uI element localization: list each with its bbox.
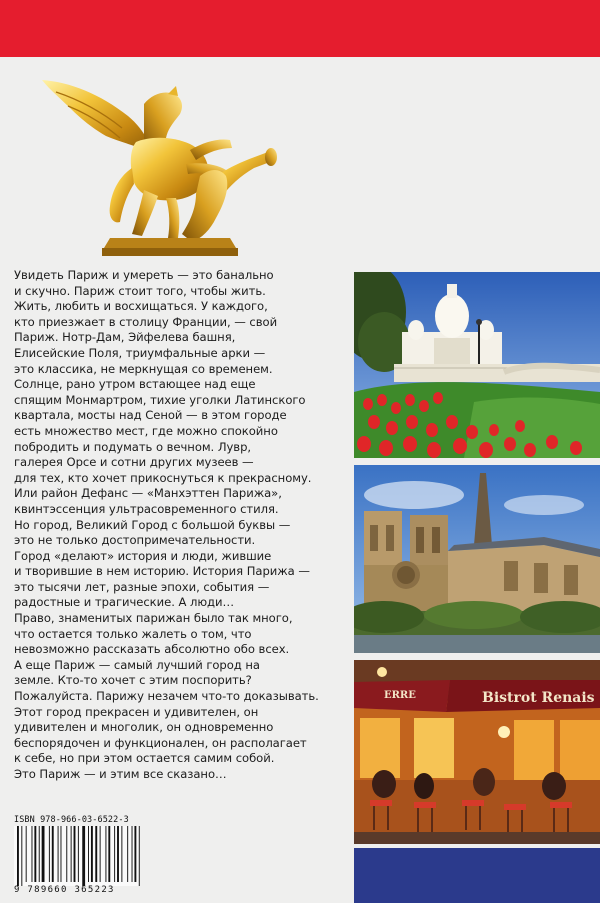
bistrot-cafe-photo <box>354 660 600 844</box>
text-line: для тех, кто хочет прикоснуться к прекрасному. <box>14 470 312 485</box>
text-line: земле. Кто-то хочет с этим поспорить? <box>14 673 252 688</box>
text-line: Париж. Нотр-Дам, Эйфелева башня, <box>14 330 236 345</box>
barcode-bar <box>78 826 79 882</box>
barcode-bar <box>91 826 93 882</box>
barcode-bar <box>117 826 119 882</box>
barcode-number: 9 789660 365223 <box>14 885 115 895</box>
text-line: невозможно рассказать абсолютно обо всех. <box>14 642 290 657</box>
text-line: побродить и подумать о вечном. Лувр, <box>14 439 252 454</box>
text-line: к себе, но при этом остается самим собой. <box>14 751 275 766</box>
text-line: Пожалуйста. Парижу незачем что-то доказывать. <box>14 689 319 704</box>
text-line: Это Париж — и этим все сказано… <box>14 767 227 781</box>
text-line: и творившие в нем историю. История Парижа — <box>14 564 310 579</box>
barcode-bar <box>66 826 67 882</box>
barcode-bar <box>49 826 50 882</box>
barcode-bar <box>139 826 140 886</box>
back-cover-description <box>14 268 352 783</box>
barcode-bar <box>88 826 89 882</box>
barcode-bar <box>134 826 136 882</box>
barcode-bar <box>114 826 115 882</box>
barcode-bar <box>108 826 110 882</box>
text-line: квартала, мосты над Сеной — в этом городе <box>14 408 287 423</box>
text-line: удивителен и многолик, он одновременно <box>14 720 274 735</box>
text-line: Солнце, рано утром встающее над еще <box>14 377 256 392</box>
red-flag-band <box>0 0 600 57</box>
barcode-bar <box>61 826 62 882</box>
barcode-bar <box>39 826 40 882</box>
barcode-bar <box>17 826 19 886</box>
cafe-sign-text: Bistrot Renais <box>482 690 595 706</box>
barcode-bar <box>26 826 27 882</box>
text-line: это классика, не меркнущая со временем. <box>14 361 273 376</box>
text-line: и скучно. Париж стоит того, чтобы жить. <box>14 283 266 298</box>
barcode-bar <box>74 826 76 882</box>
text-line: что остается только жалеть о том, что <box>14 626 252 641</box>
text-line: Увидеть Париж и умереть — это банально <box>14 268 274 282</box>
text-line: квинтэссенция ультрасовременного стиля. <box>14 501 279 516</box>
blue-flag-strip <box>354 848 600 903</box>
barcode-bar <box>121 826 122 882</box>
text-line: радостные и трагические. А люди… <box>14 595 235 610</box>
barcode-bar <box>34 826 36 882</box>
text-line: беспорядочен и функционален, он располагает <box>14 735 307 750</box>
text-line: галерея Орсе и сотни других музеев — <box>14 455 254 470</box>
text-line: есть множество мест, где можно спокойно <box>14 423 278 438</box>
barcode-bar <box>105 826 106 882</box>
barcode-bar <box>52 826 54 882</box>
barcode-bar <box>95 826 97 882</box>
text-line: Этот город прекрасен и удивителен, он <box>14 704 259 719</box>
sacre-coeur-photo <box>354 272 600 458</box>
text-line: Но город, Великий Город с большой буквы — <box>14 517 291 532</box>
barcode-bar <box>21 826 22 886</box>
isbn-label: ISBN 978-966-03-6522-3 <box>14 815 129 825</box>
text-line: Елисейские Поля, триумфальные арки — <box>14 345 266 360</box>
golden-pegasus-statue-image <box>40 72 280 262</box>
text-line: Право, знаменитых парижан было так много, <box>14 611 293 626</box>
barcode-bar <box>58 826 59 882</box>
barcode-bar <box>42 826 45 882</box>
isbn-barcode <box>14 826 140 886</box>
text-line: это не только достопримечательности. <box>14 533 256 548</box>
barcode-bar <box>100 826 101 882</box>
barcode-bar <box>132 826 133 882</box>
cafe-awning-text: ERRE <box>384 690 416 701</box>
text-line: А еще Париж — самый лучший город на <box>14 657 260 672</box>
text-line: кто приезжает в столицу Франции, — свой <box>14 314 278 329</box>
barcode-bar <box>32 826 33 882</box>
barcode-bar <box>82 826 85 886</box>
text-line: Или район Дефанс — «Манхэттен Парижа», <box>14 486 282 501</box>
text-line: Город «делают» история и люди, жившие <box>14 548 272 563</box>
text-line: спящим Монмартром, тихие уголки Латинского <box>14 392 306 407</box>
text-line: это тысячи лет, разные эпохи, события — <box>14 579 270 594</box>
notre-dame-photo <box>354 465 600 653</box>
text-line: Жить, любить и восхищаться. У каждого, <box>14 299 268 314</box>
barcode-bar <box>71 826 72 882</box>
barcode-bar <box>127 826 128 882</box>
